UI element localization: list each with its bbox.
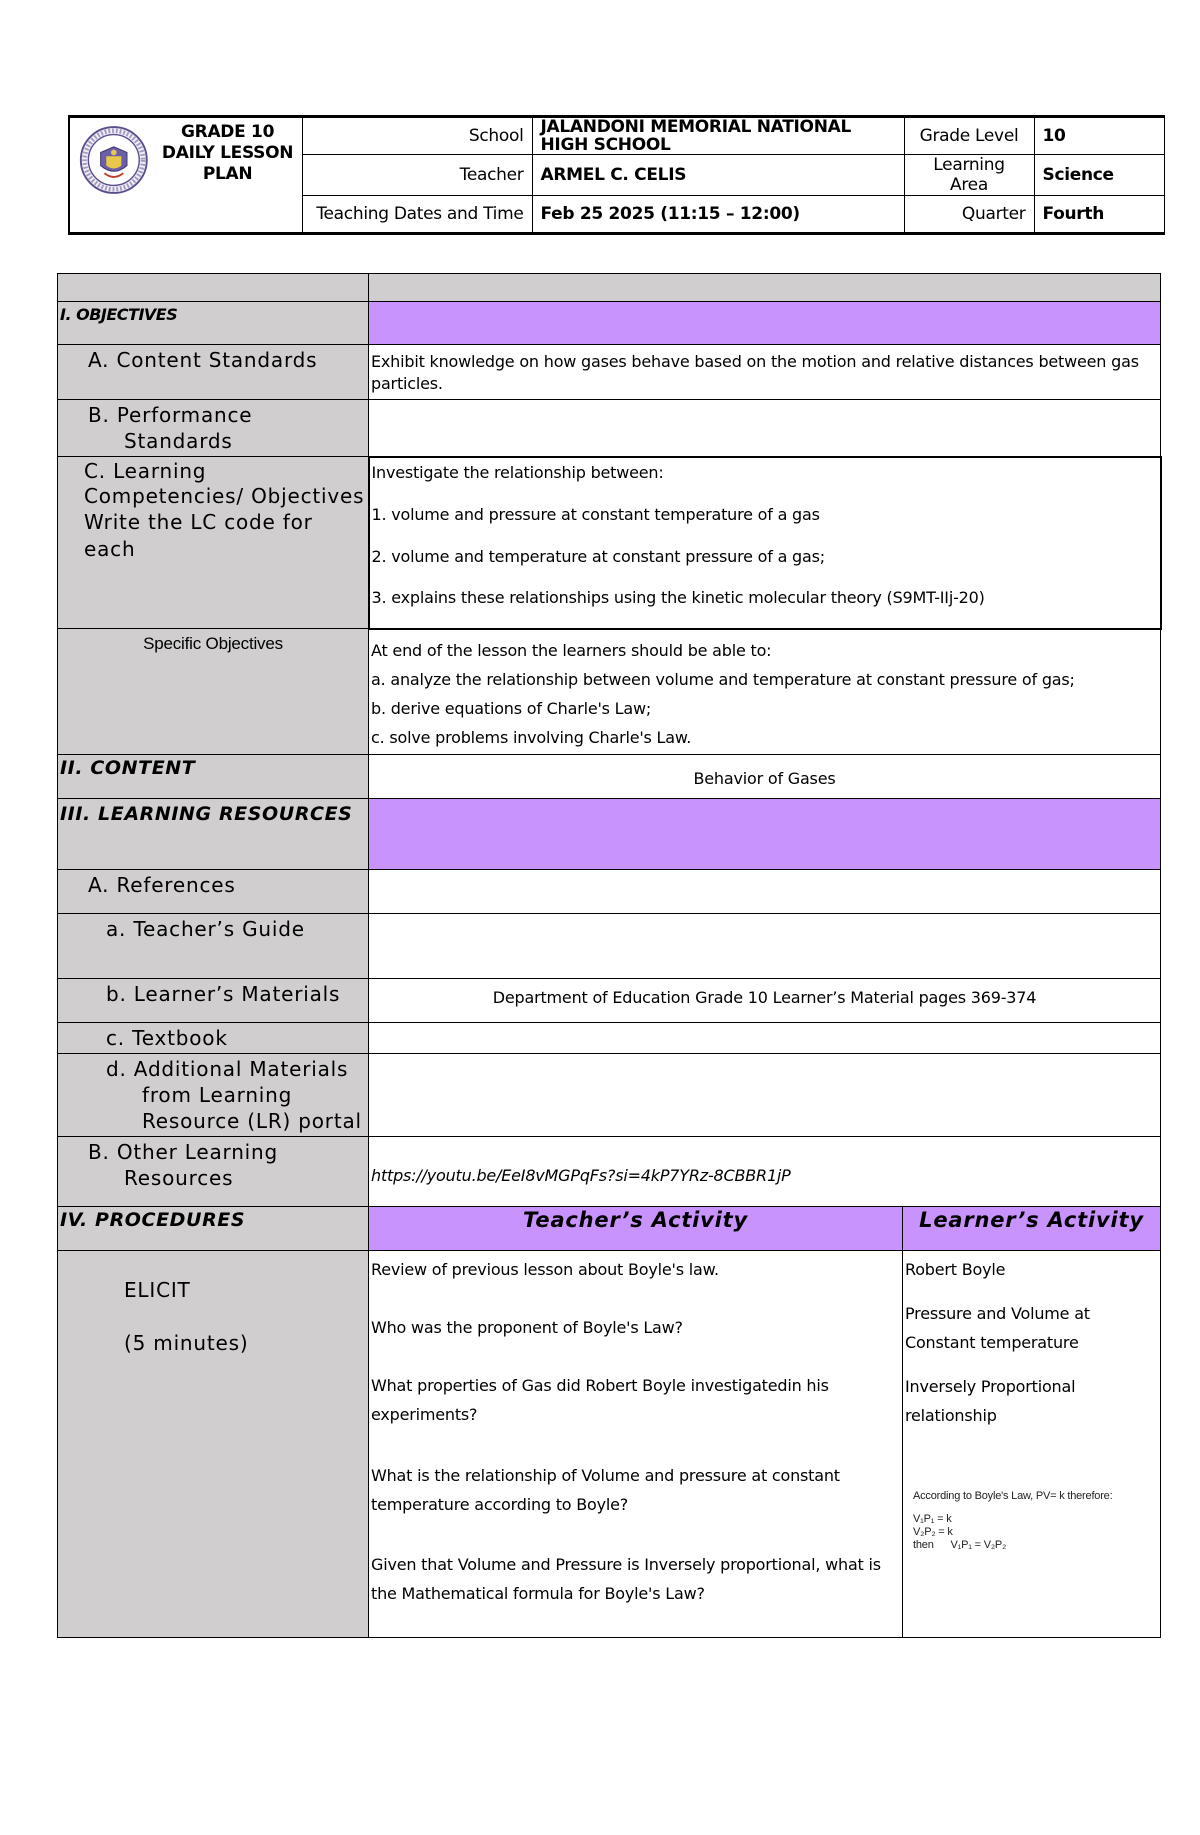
teacher-line: What is the relationship of Volume and pressure at constant temperature according to Boyle?	[371, 1465, 840, 1514]
grade-level-label: Grade Level	[904, 117, 1034, 155]
deped-seal-icon	[78, 122, 150, 198]
specific-intro: At end of the lesson the learners should be able to:	[371, 640, 772, 660]
content-standards-label: A. Content Standards	[58, 345, 369, 400]
lc-label: C. Learning Competencies/ Objectives	[84, 459, 365, 508]
content-value: Behavior of Gases	[369, 754, 1161, 798]
dates-label: Teaching Dates and Time	[302, 196, 532, 234]
phase-label: ELICIT	[124, 1277, 191, 1302]
elicit-phase	[58, 1250, 369, 1637]
learner-line: Pressure and Volume at Constant temperature	[905, 1303, 1090, 1352]
learner-activity-header: Learner’s Activity	[903, 1206, 1161, 1250]
specific-item: c. solve problems involving Charle's Law.	[371, 727, 692, 747]
formula-then: then	[913, 1538, 934, 1551]
header-table	[68, 115, 1165, 235]
teacher-activity-cell	[369, 1250, 903, 1637]
specific-objectives-value	[369, 629, 1161, 755]
dates-value: Feb 25 2025 (11:15 – 12:00)	[532, 196, 904, 234]
other-resources-label: B. Other Learning Resources	[58, 1136, 369, 1206]
learning-area-value: Science	[1034, 155, 1164, 196]
lc-intro: Investigate the relationship between:	[371, 462, 664, 482]
other-resources-link[interactable]: https://youtu.be/EeI8vMGPqFs?si=4kP7YRz-8CBBR1jP	[369, 1136, 1161, 1206]
performance-standards-label: B. Performance Standards	[58, 400, 369, 457]
learning-area-label: Learning Area	[904, 155, 1034, 196]
textbook-value	[369, 1022, 1161, 1053]
learner-line: Robert Boyle	[905, 1259, 1006, 1279]
textbook-label: c. Textbook	[58, 1022, 369, 1053]
content-title: II. CONTENT	[58, 754, 369, 798]
objectives-band	[369, 302, 1161, 345]
procedures-title: IV. PROCEDURES	[58, 1206, 369, 1250]
specific-objectives-label: Specific Objectives	[58, 629, 369, 755]
grade-level-value: 10	[1034, 117, 1164, 155]
lc-code-note: Write the LC code for each	[84, 510, 313, 561]
formula-line: V₂P₂ = k	[913, 1525, 953, 1538]
phase-time: (5 minutes)	[124, 1330, 249, 1355]
learners-materials-label: b. Learner’s Materials	[58, 978, 369, 1022]
formula-line	[913, 1539, 1158, 1552]
resources-band	[369, 798, 1161, 869]
header-logo-cell	[69, 117, 302, 234]
resources-title: III. LEARNING RESOURCES	[58, 798, 369, 869]
learner-line: Inversely Proportional relationship	[905, 1376, 1076, 1425]
school-value: JALANDONI MEMORIAL NATIONAL HIGH SCHOOL	[532, 117, 904, 155]
specific-item: b. derive equations of Charle's Law;	[371, 698, 652, 718]
quarter-value: Fourth	[1034, 196, 1164, 234]
learning-competencies-value	[369, 457, 1161, 629]
lesson-plan-table	[57, 273, 1162, 1638]
top-gray-cell-right	[369, 274, 1161, 302]
specific-item: a. analyze the relationship between volume and temperature at constant pressure of gas;	[371, 669, 1075, 689]
teacher-line: Given that Volume and Pressure is Inversely proportional, what is the Mathematical formula for Boyle's Law?	[371, 1554, 881, 1603]
formula-line: V₁P₁ = k	[913, 1512, 952, 1525]
learning-competencies-label	[58, 457, 369, 629]
objectives-title: I. OBJECTIVES	[58, 302, 369, 345]
references-label: A. References	[58, 869, 369, 913]
teacher-line: Who was the proponent of Boyle's Law?	[371, 1317, 683, 1337]
school-label: School	[302, 117, 532, 155]
teacher-line: Review of previous lesson about Boyle's law.	[371, 1259, 719, 1279]
teachers-guide-value	[369, 913, 1161, 978]
boyles-law-formula	[905, 1490, 1158, 1552]
teacher-line: What properties of Gas did Robert Boyle investigatedin his experiments?	[371, 1375, 829, 1424]
quarter-label: Quarter	[904, 196, 1034, 234]
formula-caption: According to Boyle's Law, PV= k therefore:	[913, 1489, 1113, 1502]
teachers-guide-label: a. Teacher’s Guide	[58, 913, 369, 978]
top-gray-cell	[58, 274, 369, 302]
performance-standards-value	[369, 400, 1161, 457]
lc-item: 2. volume and temperature at constant pressure of a gas;	[371, 546, 825, 566]
lc-item: 1. volume and pressure at constant temperature of a gas	[371, 504, 820, 524]
plan-title: GRADE 10 DAILY LESSON PLAN	[161, 122, 294, 184]
references-value	[369, 869, 1161, 913]
teacher-label: Teacher	[302, 155, 532, 196]
learners-materials-value: Department of Education Grade 10 Learner’s Material pages 369-374	[369, 978, 1161, 1022]
lc-item: 3. explains these relationships using the kinetic molecular theory (S9MT-IIj-20)	[371, 587, 985, 607]
formula-result: V₁P₁ = V₂P₂	[950, 1538, 1007, 1551]
additional-materials-label: d. Additional Materials from Learning Resource (LR) portal	[58, 1053, 369, 1136]
content-standards-value: Exhibit knowledge on how gases behave based on the motion and relative distances between gas particles.	[369, 345, 1161, 400]
learner-activity-cell	[903, 1250, 1161, 1637]
teacher-value: ARMEL C. CELIS	[532, 155, 904, 196]
additional-materials-value	[369, 1053, 1161, 1136]
teacher-activity-header: Teacher’s Activity	[369, 1206, 903, 1250]
